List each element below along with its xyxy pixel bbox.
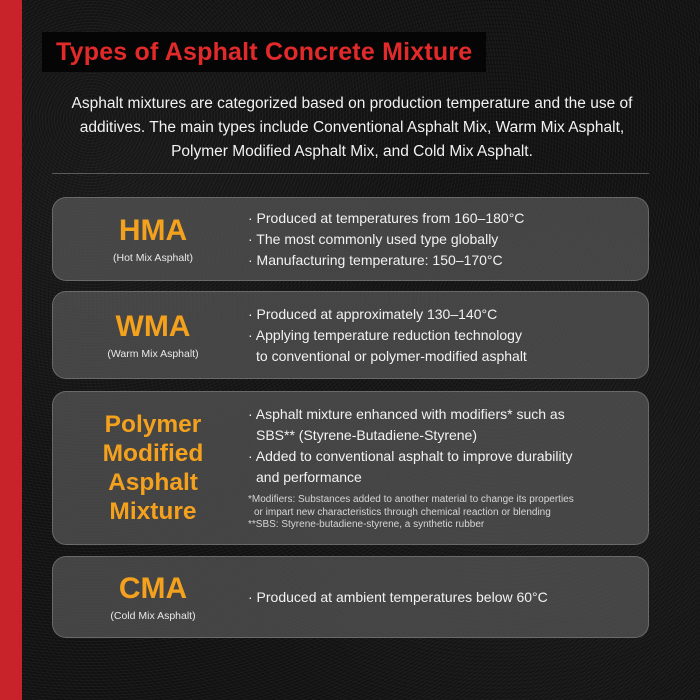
bullet: · Added to conventional asphalt to improve durability	[248, 448, 573, 465]
card-bullets	[248, 292, 638, 378]
bullet: to conventional or polymer-modified asphalt	[256, 347, 527, 364]
left-accent-bar	[0, 0, 22, 700]
card-abbr: HMA	[118, 214, 188, 247]
bullet: SBS** (Styrene-Butadiene-Styrene)	[256, 427, 477, 444]
card-full-name: (Cold Mix Asphalt)	[110, 610, 196, 622]
card-label	[53, 198, 253, 280]
card-abbr-line: Modified	[102, 440, 204, 467]
intro-text: Asphalt mixtures are categorized based on production temperature and the use of additives. The main types include Conventional Asphalt Mix, Warm Mix Asphalt, Polymer Modified Asphalt Mix, and Cold Mix Asphalt.	[71, 95, 633, 160]
bullet: · Produced at temperatures from 160–180°C	[248, 209, 525, 226]
card-abbr-line: Polymer	[104, 411, 202, 438]
card-label	[53, 392, 253, 544]
card-hma	[52, 197, 649, 281]
bullet: and performance	[256, 469, 362, 486]
card-abbr-line: Asphalt	[108, 469, 198, 496]
bullet: · The most commonly used type globally	[248, 230, 499, 247]
bullet: · Produced at ambient temperatures below 60°C	[248, 588, 548, 605]
footnote: or impart new characteristics through chemical reaction or blending	[254, 506, 551, 518]
title-box	[42, 32, 486, 72]
card-label	[53, 557, 253, 637]
card-polymer-modified	[52, 391, 649, 545]
card-full-name: (Hot Mix Asphalt)	[113, 252, 193, 264]
card-full-name: (Warm Mix Asphalt)	[107, 348, 199, 360]
bullet: · Produced at approximately 130–140°C	[248, 305, 498, 322]
bullet: · Applying temperature reduction technology	[248, 326, 522, 343]
card-bullets	[248, 198, 638, 280]
footnote: *Modifiers: Substances added to another material to change its properties	[248, 494, 574, 506]
card-wma	[52, 291, 649, 379]
footnote: **SBS: Styrene-butadiene-styrene, a synthetic rubber	[248, 519, 485, 531]
card-label	[53, 292, 253, 378]
card-bullets	[248, 392, 638, 544]
page-title: Types of Asphalt Concrete Mixture	[56, 37, 473, 66]
card-abbr-line: Mixture	[109, 498, 197, 525]
footnotes	[248, 494, 638, 532]
card-abbr: CMA	[118, 572, 188, 605]
bullet: · Manufacturing temperature: 150–170°C	[248, 251, 503, 268]
card-bullets	[248, 557, 638, 637]
divider	[52, 173, 649, 174]
bullet: · Asphalt mixture enhanced with modifiers* such as	[248, 406, 565, 423]
card-abbr: WMA	[115, 310, 191, 343]
card-cma	[52, 556, 649, 638]
